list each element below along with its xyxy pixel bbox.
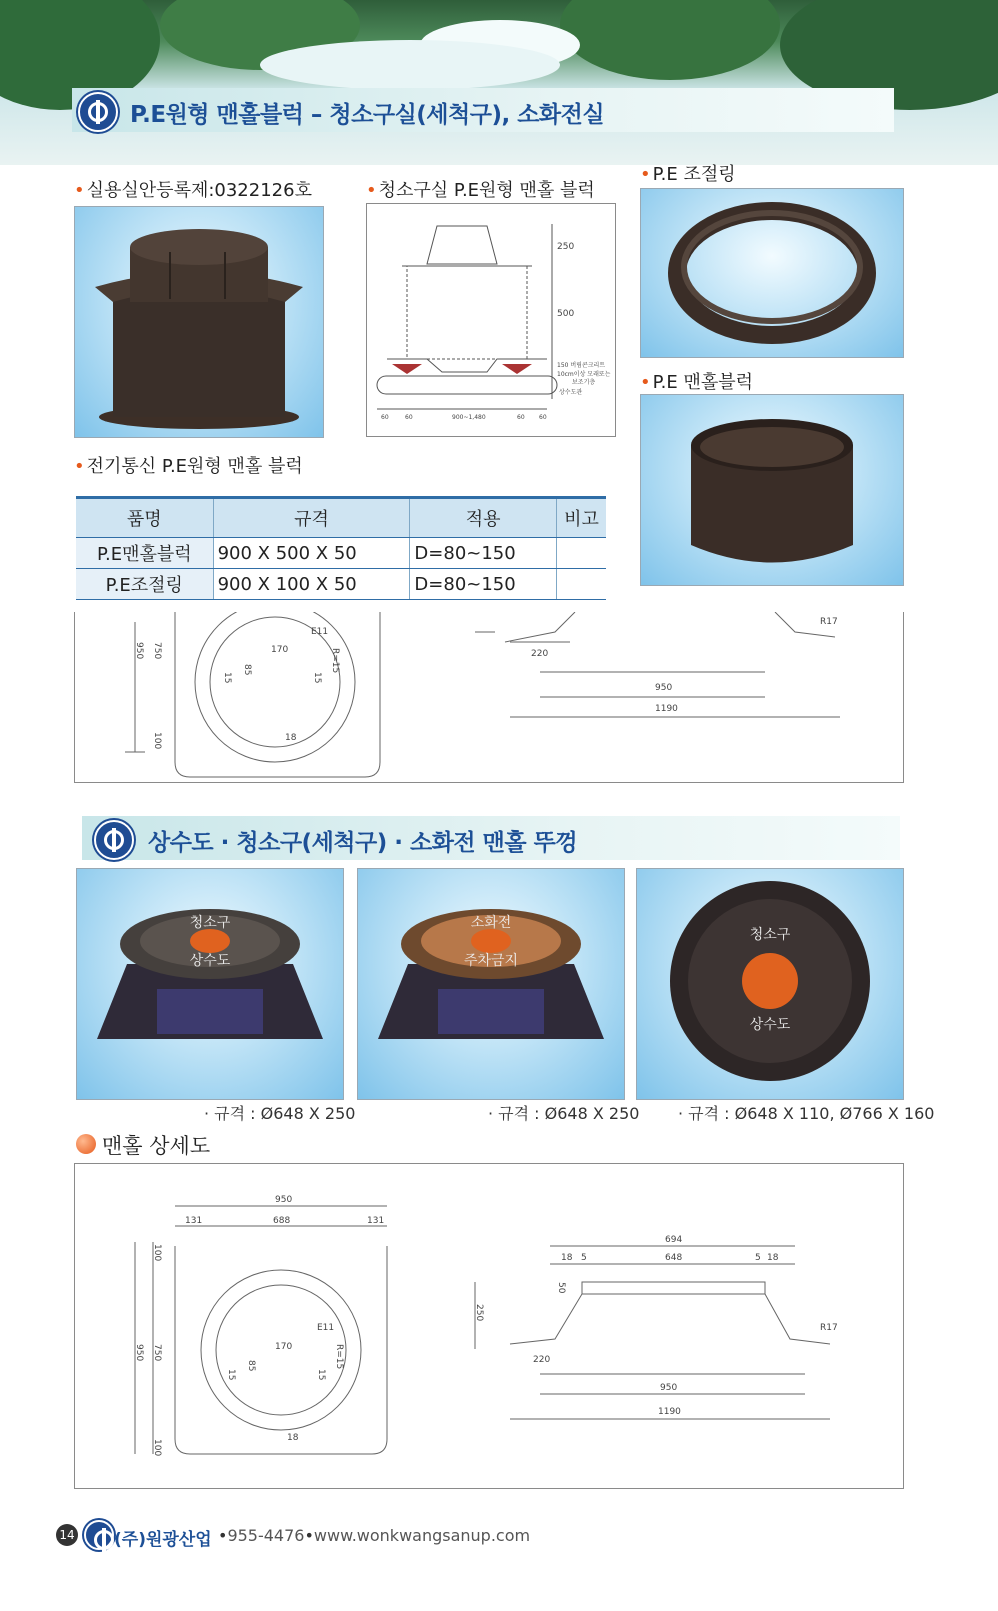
manhole-block-caption: • P.E 맨홀블럭 [640,372,754,393]
dim-15a: 15 [222,672,232,684]
dim-131a: 131 [185,1216,203,1226]
header-banner [0,0,998,165]
dim-5b: 5 [755,1253,761,1263]
row-apply: D=80~150 [410,569,557,600]
dim-range: 900~1,480 [452,414,486,421]
telecom-block-caption: • 전기통신 P.E원형 맨홀 블럭 [74,456,303,477]
section2-title-bar [82,816,900,860]
dim-170: 170 [275,1342,293,1352]
cover3-bottom-text: 상수도 [749,1017,791,1033]
dim-648: 648 [665,1253,683,1263]
cover1-spec: · 규격 : Ø648 X 250 [204,1104,356,1123]
bullet-icon [76,1134,96,1154]
dim-500: 500 [557,309,575,319]
dim-5a: 5 [581,1253,587,1263]
row-size: 900 X 100 X 50 [213,569,410,600]
dim-694: 694 [665,1235,683,1245]
cover3-top-text: 청소구 [749,927,791,943]
dim-950h: 950 [655,683,673,693]
row-note [556,538,606,569]
cover-photo-3 [636,868,904,1100]
label-r17: R17 [820,1323,838,1333]
company-name: (주)원광산업 [114,1530,212,1550]
header-name: 품명 [76,498,213,538]
cleanout-block-drawing [366,203,616,437]
dim-750v: 750 [152,642,162,660]
dim-950v: 950 [134,642,144,660]
label-e11: E11 [317,1323,335,1333]
cover2-bottom-text: 주차금지 [463,953,519,969]
table-row [76,538,606,569]
note-base: 보조기층 [572,379,596,386]
note-concrete: 150 버림콘크리트 [557,362,606,369]
dim-18a: 18 [561,1253,573,1263]
header-note: 비고 [556,498,606,538]
note-pipe: 상수도관 [559,389,583,396]
pe-block-image [75,207,323,437]
dim-60a: 60 [381,414,389,421]
adjust-ring-caption: • P.E 조절링 [640,164,736,185]
dim-15b: 15 [316,1369,326,1381]
spec-table-header [76,498,606,538]
row-name: P.E조절링 [76,569,213,600]
cover-photo-2 [357,868,625,1100]
dim-15a: 15 [226,1369,236,1381]
dim-1190h: 1190 [655,704,678,714]
cover3-spec: · 규격 : Ø648 X 110, Ø766 X 160 [678,1104,935,1123]
adjust-ring-image [641,189,903,357]
dim-60c: 60 [517,414,525,421]
dim-100a: 100 [152,1244,162,1262]
spec-table [76,496,606,600]
dim-950h: 950 [660,1383,678,1393]
table-row [76,569,606,600]
dim-220: 220 [533,1355,551,1365]
dim-60d: 60 [539,414,547,421]
company-logo-icon [94,820,134,860]
manhole-detail-drawing [74,1163,904,1489]
row-note [556,569,606,600]
dim-100v: 100 [152,732,162,750]
dim-950v: 950 [134,1344,144,1362]
dim-15b: 15 [312,672,322,684]
dim-170: 170 [271,645,289,655]
label-r15: R=15 [330,648,340,674]
row-size: 900 X 500 X 50 [213,538,410,569]
dim-18: 18 [287,1433,299,1443]
header-apply: 적용 [410,498,557,538]
cleanout-block-schematic [367,204,615,436]
cover2-spec: · 규격 : Ø648 X 250 [488,1104,640,1123]
dim-688: 688 [273,1216,291,1226]
pe-block-photo [74,206,324,438]
dim-18: 18 [285,733,297,743]
label-e11: E11 [311,627,329,637]
label-r17: R17 [820,617,838,627]
row-name: P.E맨홀블럭 [76,538,213,569]
manhole-block-image [641,395,903,585]
cover-image-2 [358,869,624,1099]
company-logo-icon [84,1520,114,1550]
dim-250: 250 [557,242,575,252]
dim-131b: 131 [367,1216,385,1226]
cover1-bottom-text: 상수도 [189,953,231,969]
header-size: 규격 [213,498,410,538]
dim-220: 220 [531,649,549,659]
dim-18b: 18 [767,1253,779,1263]
dim-85: 85 [246,1360,256,1372]
cover-image-1 [77,869,343,1099]
phone-number: 955-4476 [227,1526,305,1545]
dim-250: 250 [474,1304,484,1322]
cover1-top-text: 청소구 [189,915,231,931]
cover2-top-text: 소화전 [470,915,512,931]
row-apply: D=80~150 [410,538,557,569]
dim-750v: 750 [152,1344,162,1362]
page-number: 14 [56,1524,78,1546]
patent-caption: • 실용실안등록제:0322126호 [74,180,312,201]
label-r15: R=15 [334,1344,344,1370]
footer-contact: •955-4476•www.wonkwangsanup.com [218,1526,531,1545]
dim-50: 50 [556,1282,566,1294]
adjust-ring-photo [640,188,904,358]
cover-image-3 [637,869,903,1099]
dim-1190h: 1190 [658,1407,681,1417]
section1-title: P.E원형 맨홀블럭 – 청소구실(세척구), 소화전실 [130,102,605,128]
upper-detail-svg [75,612,903,782]
upper-detail-drawing [74,612,904,783]
note-sand: 10cm이상 모래또는 [557,371,611,378]
cover-photo-1 [76,868,344,1100]
manhole-detail-svg [75,1164,903,1488]
dim-60b: 60 [405,414,413,421]
section1-title-bar [72,88,894,132]
dim-85: 85 [242,664,252,676]
section2-title: 상수도 · 청소구(세척구) · 소화전 맨홀 뚜껑 [148,830,578,856]
dim-top-950: 950 [275,1195,293,1205]
website-link[interactable]: www.wonkwangsanup.com [313,1526,531,1545]
manhole-block-photo [640,394,904,586]
cleanout-block-caption: • 청소구실 P.E원형 맨홀 블럭 [366,180,595,201]
dim-100b: 100 [152,1439,162,1457]
detail-heading: 맨홀 상세도 [102,1134,211,1158]
company-logo-icon [78,92,118,132]
